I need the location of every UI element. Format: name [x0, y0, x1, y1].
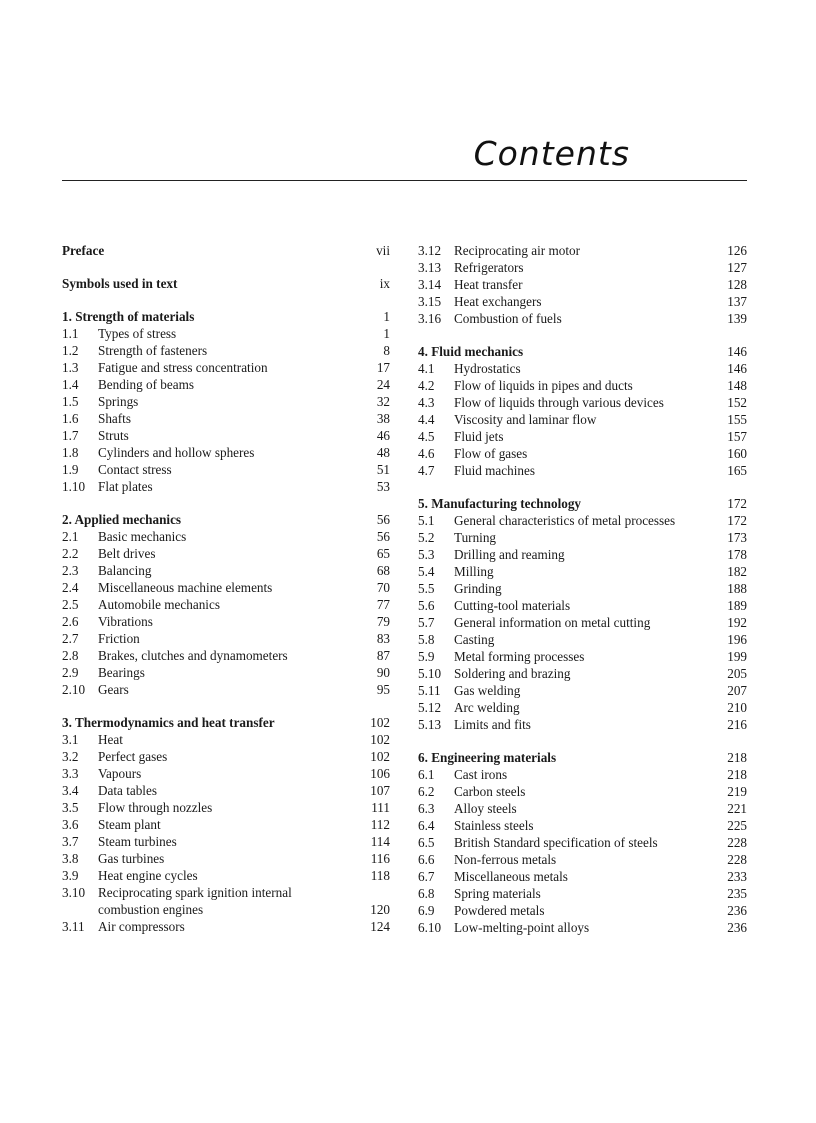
toc-entry-title: Cast irons: [454, 767, 508, 782]
toc-entry-page: 1: [383, 326, 390, 341]
toc-entry-title: 3. Thermodynamics and heat transfer: [62, 715, 275, 730]
toc-entry: [62, 613, 390, 630]
toc-entry-title: Heat exchangers: [454, 294, 542, 309]
toc-entry-page: 107: [370, 783, 390, 798]
toc-section-heading: [62, 275, 390, 292]
toc-entry-page: 146: [727, 344, 747, 359]
toc-entry-title: General characteristics of metal processes: [454, 513, 676, 528]
toc-entry: [418, 445, 747, 462]
toc-entry: [418, 293, 747, 310]
toc-entry-page: 1: [383, 309, 390, 324]
toc-entry-title: Springs: [98, 394, 139, 409]
toc-entry-number: 6.9: [418, 903, 435, 918]
toc-entry-number: 2.10: [62, 682, 86, 697]
toc-entry-title: Milling: [454, 564, 494, 579]
toc-entry: [418, 614, 747, 631]
toc-entry-number: 3.13: [418, 260, 442, 275]
toc-entry-page: 24: [376, 377, 390, 392]
toc-entry: [62, 833, 390, 850]
toc-entry-number: 1.5: [62, 394, 79, 409]
toc-entry: [418, 563, 747, 580]
toc-entry-number: 2.5: [62, 597, 79, 612]
toc-entry-title: Cylinders and hollow spheres: [98, 445, 255, 460]
toc-entry: [418, 868, 747, 885]
toc-entry-number: 4.3: [418, 395, 435, 410]
toc-entry-page: 106: [370, 766, 390, 781]
toc-entry-title: Fluid jets: [454, 429, 504, 444]
toc-entry-title: Spring materials: [454, 886, 541, 901]
toc-entry-page: 236: [727, 920, 747, 935]
toc-entry-title: General information on metal cutting: [454, 615, 651, 630]
toc-entry-page: 218: [727, 750, 747, 765]
toc-entry-number: 1.9: [62, 462, 79, 477]
toc-entry: [62, 630, 390, 647]
toc-entry-title: Flow of liquids through various devices: [454, 395, 664, 410]
toc-entry: [62, 731, 390, 748]
toc-entry-page: 155: [727, 412, 747, 427]
toc-entry: [62, 579, 390, 596]
toc-entry: [418, 682, 747, 699]
toc-entry: [418, 902, 747, 919]
toc-entry-title: Vapours: [98, 766, 142, 781]
toc-section-heading: [62, 242, 390, 259]
toc-entry-page: 77: [376, 597, 390, 612]
toc-entry-number: 5.4: [418, 564, 435, 579]
toc-entry: [418, 259, 747, 276]
toc-entry: [62, 867, 390, 884]
toc-entry: [62, 562, 390, 579]
toc-entry-number: 6.7: [418, 869, 435, 884]
toc-entry-number: 3.15: [418, 294, 442, 309]
toc-entry-page: 146: [727, 361, 747, 376]
toc-entry-page: 172: [727, 513, 747, 528]
toc-entry-number: 3.10: [62, 885, 86, 900]
toc-entry-page: 111: [371, 800, 390, 815]
toc-entry: [418, 851, 747, 868]
toc-entry-number: 5.6: [418, 598, 435, 613]
toc-entry-page: 228: [727, 852, 747, 867]
toc-entry-number: 5.8: [418, 632, 435, 647]
toc-entry-title: Bearings: [98, 665, 145, 680]
toc-entry: [418, 817, 747, 834]
toc-entry-number: 6.1: [418, 767, 435, 782]
toc-entry: [62, 325, 390, 342]
toc-section-heading: [62, 714, 390, 731]
toc-entry-page: 188: [727, 581, 747, 596]
toc-section-heading: [62, 511, 390, 528]
toc-entry: [418, 834, 747, 851]
toc-entry-title: Carbon steels: [454, 784, 526, 799]
toc-entry-page: 124: [370, 919, 390, 934]
toc-entry: [418, 310, 747, 327]
toc-entry-page: 68: [376, 563, 390, 578]
toc-entry-page: 160: [727, 446, 747, 461]
toc-entry: [62, 596, 390, 613]
toc-entry-title: Heat engine cycles: [98, 868, 198, 883]
contents-right-column: [418, 242, 747, 936]
toc-entry: [418, 716, 747, 733]
toc-entry: [62, 782, 390, 799]
toc-entry-page: vii: [376, 243, 390, 258]
toc-entry-title: Metal forming processes: [454, 649, 585, 664]
toc-entry-number: 5.7: [418, 615, 435, 630]
toc-entry-page: 210: [727, 700, 747, 715]
toc-entry-title: Data tables: [98, 783, 157, 798]
toc-entry-page: 79: [376, 614, 390, 629]
toc-entry-title: Turning: [454, 530, 497, 545]
toc-entry-page: 137: [727, 294, 747, 309]
toc-entry-title: Steam plant: [98, 817, 161, 832]
toc-entry: [62, 918, 390, 935]
toc-entry-page: 128: [727, 277, 747, 292]
toc-entry-page: 127: [727, 260, 747, 275]
toc-entry-page: 56: [376, 529, 390, 544]
toc-entry-number: 3.5: [62, 800, 79, 815]
toc-entry-title: 1. Strength of materials: [62, 309, 195, 324]
toc-entry-number: 1.6: [62, 411, 79, 426]
toc-entry-title: Flow of gases: [454, 446, 528, 461]
toc-entry-number: 2.2: [62, 546, 79, 561]
toc-entry-number: 3.2: [62, 749, 79, 764]
toc-entry-page: 207: [727, 683, 747, 698]
toc-entry-page: 219: [727, 784, 747, 799]
toc-section-heading: [418, 749, 747, 766]
toc-entry-title: Shafts: [98, 411, 131, 426]
toc-entry: [418, 699, 747, 716]
toc-entry: [62, 850, 390, 867]
toc-entry-title: Balancing: [98, 563, 152, 578]
toc-entry: [62, 478, 390, 495]
toc-entry-number: 4.6: [418, 446, 435, 461]
toc-entry-page: 83: [376, 631, 390, 646]
toc-entry-title: Symbols used in text: [62, 276, 178, 291]
toc-entry-page: 112: [370, 817, 390, 832]
toc-entry: [418, 529, 747, 546]
toc-entry: [418, 783, 747, 800]
toc-entry: [62, 901, 390, 918]
toc-entry-page: 102: [370, 749, 390, 764]
toc-entry: [418, 597, 747, 614]
toc-entry-number: 2.9: [62, 665, 79, 680]
toc-entry-page: ix: [379, 276, 390, 291]
toc-entry-number: 3.6: [62, 817, 79, 832]
toc-entry-page: 120: [370, 902, 390, 917]
toc-entry-page: 199: [727, 649, 747, 664]
toc-entry-title: Gears: [98, 682, 129, 697]
toc-section-heading: [418, 343, 747, 360]
toc-entry: [418, 648, 747, 665]
toc-entry-page: 189: [727, 598, 747, 613]
toc-entry-title: Hydrostatics: [454, 361, 521, 376]
toc-entry-title: Basic mechanics: [98, 529, 187, 544]
toc-entry-number: 4.1: [418, 361, 435, 376]
toc-entry-title: Reciprocating air motor: [454, 243, 580, 258]
toc-entry-title: Limits and fits: [454, 717, 531, 732]
toc-entry-page: 182: [727, 564, 747, 579]
toc-entry-number: 2.6: [62, 614, 79, 629]
toc-entry: [62, 427, 390, 444]
toc-entry-page: 165: [727, 463, 747, 478]
toc-entry: [418, 360, 747, 377]
toc-entry-page: 205: [727, 666, 747, 681]
toc-entry-title: Casting: [454, 632, 495, 647]
toc-entry-title: Drilling and reaming: [454, 547, 565, 562]
toc-entry-title: Preface: [62, 243, 105, 258]
toc-entry-number: 3.12: [418, 243, 442, 258]
toc-entry-number: 5.2: [418, 530, 435, 545]
toc-entry-page: 51: [376, 462, 390, 477]
toc-entry-title: Vibrations: [98, 614, 153, 629]
toc-entry-number: 1.3: [62, 360, 79, 375]
toc-entry-page: 102: [370, 732, 390, 747]
toc-entry: [62, 664, 390, 681]
toc-entry-number: 2.8: [62, 648, 79, 663]
toc-entry-number: 3.7: [62, 834, 79, 849]
toc-entry-title: 4. Fluid mechanics: [418, 344, 524, 359]
toc-entry-page: 233: [727, 869, 747, 884]
toc-entry-title: Perfect gases: [98, 749, 168, 764]
toc-entry-title: Brakes, clutches and dynamometers: [98, 648, 288, 663]
toc-entry-number: 3.3: [62, 766, 79, 781]
toc-entry-number: 5.11: [418, 683, 441, 698]
toc-entry-number: 6.10: [418, 920, 442, 935]
toc-entry-number: 1.1: [62, 326, 79, 341]
toc-entry-title: Non-ferrous metals: [454, 852, 557, 867]
toc-entry-title: Heat: [98, 732, 123, 747]
toc-entry-page: 65: [376, 546, 390, 561]
toc-entry: [62, 748, 390, 765]
toc-entry-title: Flow through nozzles: [98, 800, 213, 815]
toc-entry-title: Flat plates: [98, 479, 153, 494]
toc-entry: [418, 665, 747, 682]
toc-entry-title: Struts: [98, 428, 129, 443]
toc-entry-page: 172: [727, 496, 747, 511]
toc-entry-number: 3.16: [418, 311, 442, 326]
toc-entry-title: Bending of beams: [98, 377, 194, 392]
toc-entry-title: Powdered metals: [454, 903, 545, 918]
toc-entry: [62, 376, 390, 393]
toc-entry-title: Fatigue and stress concentration: [98, 360, 268, 375]
toc-entry-page: 114: [370, 834, 390, 849]
toc-entry: [418, 377, 747, 394]
toc-entry: [418, 428, 747, 445]
toc-entry-number: 1.8: [62, 445, 79, 460]
toc-entry-number: 5.12: [418, 700, 442, 715]
toc-entry-page: 126: [727, 243, 747, 258]
toc-entry-number: 1.7: [62, 428, 79, 443]
toc-entry-number: 6.3: [418, 801, 435, 816]
toc-section-heading: [418, 495, 747, 512]
toc-entry-title: British Standard specification of steels: [454, 835, 658, 850]
toc-entry-number: 6.5: [418, 835, 435, 850]
toc-entry: [62, 647, 390, 664]
toc-entry-number: 3.14: [418, 277, 442, 292]
toc-entry-title: combustion engines: [98, 902, 204, 917]
toc-entry-page: 152: [727, 395, 747, 410]
toc-entry: [418, 512, 747, 529]
toc-section-heading: [62, 308, 390, 325]
toc-entry-page: 218: [727, 767, 747, 782]
toc-entry-number: 3.9: [62, 868, 79, 883]
toc-entry-title: Heat transfer: [454, 277, 523, 292]
toc-entry: [62, 444, 390, 461]
toc-entry-page: 236: [727, 903, 747, 918]
toc-entry-number: 3.8: [62, 851, 79, 866]
toc-entry-title: Stainless steels: [454, 818, 534, 833]
toc-entry: [418, 394, 747, 411]
toc-entry-title: Gas welding: [454, 683, 521, 698]
toc-entry-title: Contact stress: [98, 462, 172, 477]
toc-entry-title: Cutting-tool materials: [454, 598, 571, 613]
toc-entry-title: Viscosity and laminar flow: [454, 412, 597, 427]
toc-entry-page: 228: [727, 835, 747, 850]
toc-entry: [418, 276, 747, 293]
toc-entry-page: 53: [376, 479, 390, 494]
toc-entry-page: 118: [370, 868, 390, 883]
toc-entry: [62, 342, 390, 359]
toc-entry-number: 4.5: [418, 429, 435, 444]
toc-entry-number: 3.4: [62, 783, 79, 798]
toc-entry: [62, 799, 390, 816]
toc-entry-page: 95: [376, 682, 390, 697]
toc-entry-page: 32: [376, 394, 390, 409]
toc-entry: [418, 800, 747, 817]
toc-entry-number: 5.13: [418, 717, 442, 732]
toc-entry: [418, 242, 747, 259]
toc-entry: [62, 359, 390, 376]
contents-left-column: [62, 242, 390, 935]
toc-entry-page: 90: [376, 665, 390, 680]
toc-entry: [418, 885, 747, 902]
toc-entry-page: 102: [370, 715, 390, 730]
toc-entry-title: Combustion of fuels: [454, 311, 562, 326]
toc-entry-page: 148: [727, 378, 747, 393]
toc-entry-page: 116: [370, 851, 390, 866]
toc-entry-number: 1.10: [62, 479, 86, 494]
toc-entry-page: 196: [727, 632, 747, 647]
toc-entry-title: Arc welding: [454, 700, 520, 715]
toc-entry-page: 46: [376, 428, 390, 443]
toc-entry: [62, 884, 390, 901]
toc-entry-title: Friction: [98, 631, 140, 646]
toc-entry-number: 5.3: [418, 547, 435, 562]
toc-entry-page: 8: [383, 343, 390, 358]
toc-entry-number: 6.8: [418, 886, 435, 901]
toc-entry-page: 235: [727, 886, 747, 901]
toc-entry: [62, 410, 390, 427]
title-rule: [62, 180, 747, 181]
toc-entry-number: 1.4: [62, 377, 79, 392]
toc-entry-page: 192: [727, 615, 747, 630]
toc-entry-title: Types of stress: [98, 326, 177, 341]
toc-entry-page: 157: [727, 429, 747, 444]
toc-entry: [418, 546, 747, 563]
toc-entry-number: 5.5: [418, 581, 435, 596]
toc-entry-page: 221: [727, 801, 747, 816]
toc-entry-title: Air compressors: [98, 919, 185, 934]
toc-entry-title: Miscellaneous machine elements: [98, 580, 273, 595]
toc-entry: [62, 765, 390, 782]
toc-entry: [418, 631, 747, 648]
toc-entry-title: Alloy steels: [454, 801, 517, 816]
toc-entry: [62, 681, 390, 698]
toc-entry-page: 70: [376, 580, 390, 595]
toc-entry: [62, 545, 390, 562]
toc-entry-number: 1.2: [62, 343, 79, 358]
toc-entry: [418, 919, 747, 936]
toc-entry: [62, 528, 390, 545]
toc-entry-number: 2.4: [62, 580, 79, 595]
toc-entry-page: 216: [727, 717, 747, 732]
toc-entry-page: 38: [376, 411, 390, 426]
toc-entry-number: 5.9: [418, 649, 435, 664]
toc-entry: [62, 816, 390, 833]
toc-entry-title: Fluid machines: [454, 463, 535, 478]
toc-entry: [418, 462, 747, 479]
toc-entry: [418, 411, 747, 428]
toc-entry: [62, 461, 390, 478]
toc-entry-number: 6.2: [418, 784, 435, 799]
toc-entry-number: 5.10: [418, 666, 442, 681]
toc-entry-title: Low-melting-point alloys: [454, 920, 590, 935]
toc-entry: [62, 393, 390, 410]
toc-entry-title: Belt drives: [98, 546, 156, 561]
toc-entry: [418, 766, 747, 783]
toc-entry-page: 87: [376, 648, 390, 663]
toc-entry-title: Gas turbines: [98, 851, 165, 866]
toc-entry-number: 2.1: [62, 529, 79, 544]
toc-entry-title: 5. Manufacturing technology: [418, 496, 582, 511]
toc-entry-page: 139: [727, 311, 747, 326]
toc-entry-page: 17: [376, 360, 390, 375]
toc-entry-title: Steam turbines: [98, 834, 177, 849]
toc-entry-title: Strength of fasteners: [98, 343, 208, 358]
toc-entry-number: 4.2: [418, 378, 435, 393]
toc-entry-title: Refrigerators: [454, 260, 524, 275]
toc-entry-title: Grinding: [454, 581, 502, 596]
page-title: Contents: [473, 134, 630, 173]
toc-entry-number: 6.4: [418, 818, 435, 833]
toc-entry: [418, 580, 747, 597]
toc-entry-page: 56: [376, 512, 390, 527]
toc-entry-number: 5.1: [418, 513, 435, 528]
toc-entry-number: 4.4: [418, 412, 435, 427]
toc-entry-title: 6. Engineering materials: [418, 750, 557, 765]
toc-entry-number: 2.3: [62, 563, 79, 578]
toc-entry-page: 178: [727, 547, 747, 562]
toc-entry-page: 225: [727, 818, 747, 833]
toc-entry-page: 173: [727, 530, 747, 545]
toc-entry-title: Flow of liquids in pipes and ducts: [454, 378, 633, 393]
toc-entry-number: 2.7: [62, 631, 79, 646]
toc-entry-number: 3.11: [62, 919, 85, 934]
toc-entry-page: 48: [376, 445, 390, 460]
toc-entry-title: Miscellaneous metals: [454, 869, 568, 884]
toc-entry-title: Reciprocating spark ignition internal: [98, 885, 292, 900]
toc-entry-number: 6.6: [418, 852, 435, 867]
toc-entry-number: 3.1: [62, 732, 79, 747]
toc-entry-title: Soldering and brazing: [454, 666, 571, 681]
toc-entry-title: Automobile mechanics: [98, 597, 220, 612]
toc-entry-number: 4.7: [418, 463, 435, 478]
toc-entry-title: 2. Applied mechanics: [62, 512, 182, 527]
